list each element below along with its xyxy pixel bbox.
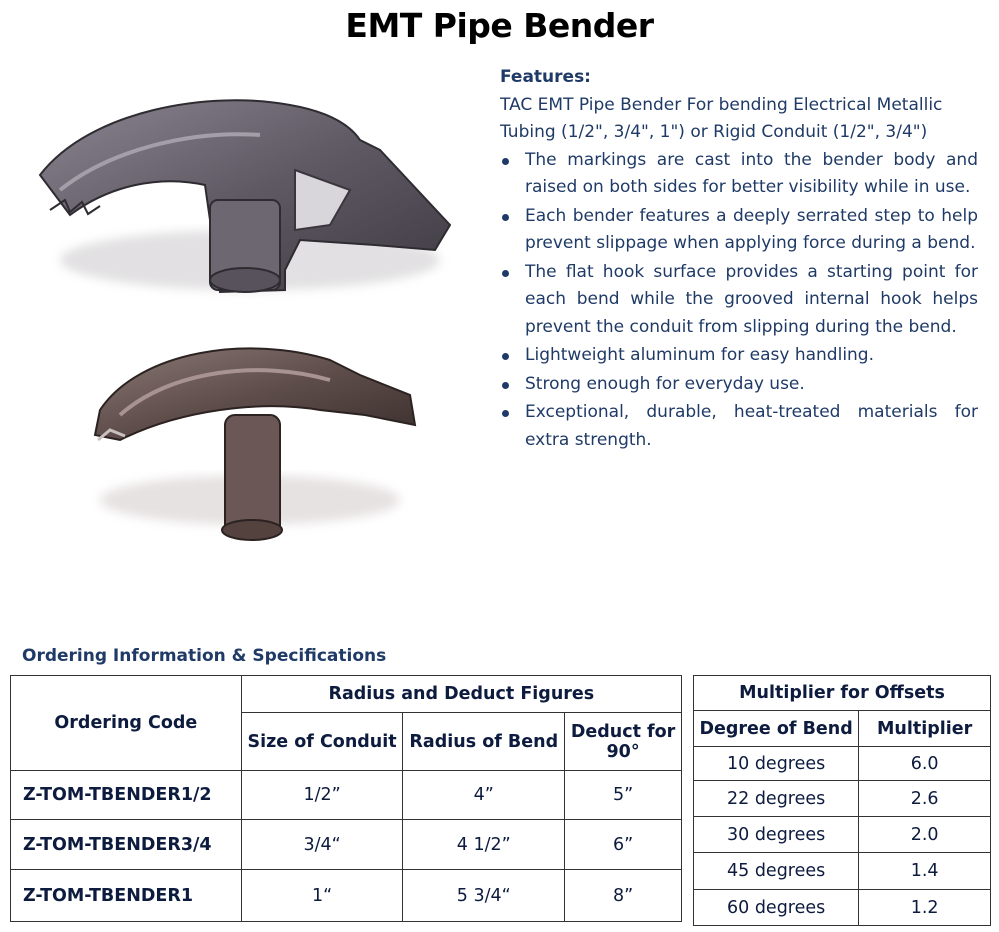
ordering-heading: Ordering Information & Specifications <box>22 646 387 666</box>
bender-top-image <box>40 100 450 292</box>
degree-cell: 45 degrees <box>694 853 859 890</box>
radius-deduct-header: Radius and Deduct Figures <box>241 676 681 713</box>
ordering-code-cell: Z-TOM-TBENDER1/2 <box>11 771 242 820</box>
ordering-code-header: Ordering Code <box>11 676 242 771</box>
size-cell: 1“ <box>241 870 403 922</box>
feature-text: The markings are cast into the bender body and raised on both sides for better visibility while in use. <box>525 149 978 197</box>
multiplier-cell: 1.2 <box>859 890 991 926</box>
multiplier-cell: 6.0 <box>859 747 991 781</box>
multiplier-heading: Multiplier for Offsets <box>694 676 991 711</box>
feature-item <box>500 203 978 258</box>
deduct-cell: 6” <box>565 820 682 870</box>
bullet-icon <box>502 270 509 277</box>
deduct-cell: 5” <box>565 771 682 820</box>
features-section <box>500 64 978 455</box>
feature-item <box>500 259 978 342</box>
page-title: EMT Pipe Bender <box>345 6 654 45</box>
bullet-icon <box>502 410 509 417</box>
radius-header: Radius of Bend <box>403 713 565 771</box>
bullet-icon <box>502 158 509 165</box>
feature-item <box>500 147 978 202</box>
feature-item <box>500 399 978 454</box>
multiplier-header: Multiplier <box>859 711 991 747</box>
feature-text: Each bender features a deeply serrated step to help prevent slippage when applying force during a bend. <box>525 205 978 253</box>
ordering-code-cell: Z-TOM-TBENDER1 <box>11 870 242 922</box>
features-heading: Features: <box>500 67 591 87</box>
ordering-table <box>10 675 682 922</box>
radius-cell: 5 3/4“ <box>403 870 565 922</box>
multiplier-cell: 1.4 <box>859 853 991 890</box>
multiplier-table <box>693 675 991 926</box>
deduct-cell: 8” <box>565 870 682 922</box>
degree-header: Degree of Bend <box>694 711 859 747</box>
size-cell: 3/4“ <box>241 820 403 870</box>
features-intro: TAC EMT Pipe Bender For bending Electrical Metallic Tubing (1/2", 3/4", 1") or Rigid Conduit (1/2", 3/4") <box>500 94 943 142</box>
multiplier-cell: 2.6 <box>859 781 991 817</box>
multiplier-cell: 2.0 <box>859 817 991 853</box>
bullet-icon <box>502 382 509 389</box>
size-cell: 1/2” <box>241 771 403 820</box>
table-row <box>694 853 991 890</box>
table-row <box>694 890 991 926</box>
product-images <box>30 80 470 550</box>
degree-cell: 30 degrees <box>694 817 859 853</box>
ordering-code-cell: Z-TOM-TBENDER3/4 <box>11 820 242 870</box>
table-row <box>11 820 682 870</box>
bender-bottom-image <box>95 348 415 540</box>
size-header: Size of Conduit <box>241 713 403 771</box>
table-row <box>694 817 991 853</box>
bullet-icon <box>502 214 509 221</box>
radius-cell: 4 1/2” <box>403 820 565 870</box>
table-row <box>11 771 682 820</box>
feature-text: Lightweight aluminum for easy handling. <box>525 345 875 365</box>
features-list <box>500 147 978 455</box>
feature-text: Exceptional, durable, heat-treated materials for extra strength. <box>525 402 978 450</box>
bullet-icon <box>502 353 509 360</box>
feature-item <box>500 342 978 370</box>
degree-cell: 10 degrees <box>694 747 859 781</box>
table-row <box>694 781 991 817</box>
feature-text: Strong enough for everyday use. <box>525 373 805 394</box>
table-row <box>694 747 991 781</box>
feature-text: The flat hook surface provides a starting point for each bend while the grooved internal hook helps prevent the conduit from slipping during the bend. <box>525 261 978 337</box>
feature-item <box>500 371 978 399</box>
degree-cell: 22 degrees <box>694 781 859 817</box>
table-row <box>11 870 682 922</box>
degree-cell: 60 degrees <box>694 890 859 926</box>
deduct-header: Deduct for 90° <box>565 713 682 771</box>
radius-cell: 4” <box>403 771 565 820</box>
